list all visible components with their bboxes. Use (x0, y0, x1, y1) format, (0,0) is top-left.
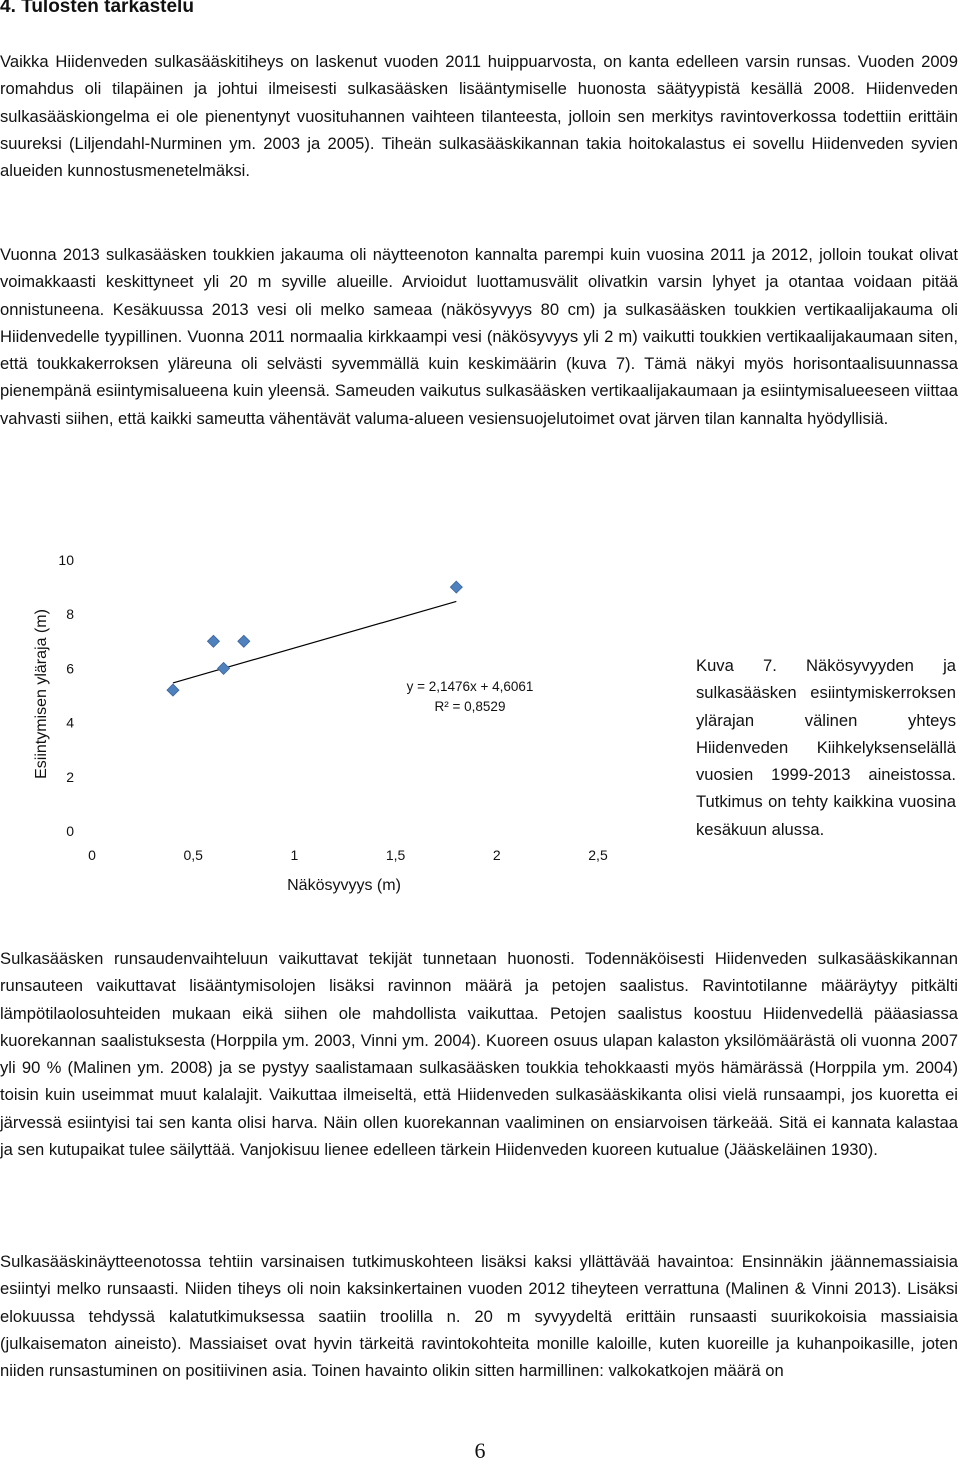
x-tick-label: 2,5 (588, 847, 608, 863)
regression-equation: y = 2,1476x + 4,6061 (406, 679, 534, 694)
paragraph-2: Vuonna 2013 sulkasääsken toukkien jakauma oli näytteenoton kannalta parempi kuin vuosina 2011 ja 2012, jolloin toukat olivat voimakkaasti keskittyneet yli 20 m syville alueille. Arvioidut luottamusvälit olivatkin varsin lyhyet ja otantaa voidaan pitää onnistuneena. Kesäkuussa 2013 vesi oli melko sameaa (näkösyvyys 80 cm) ja sulkasääsken toukkien vertikaalijakauma oli Hiidenvedelle tyypillinen. Vuonna 2011 normaalia kirkkaampi vesi (näkösyvyys yli 2 m) vaikutti toukkien vertikaalijakaumaan siten, että toukkakerroksen yläreuna oli selvästi syvemmällä kuin keskimäärin (kuva 7). Tämä näkyi myös horisontaalisuunnassa pienempänä esiintymisalueena kuin yleensä. Sameuden vaikutus sulkasääsken vertikaalijakaumaan ja esiintymisalueeseen viittaa vahvasti siihen, että kaikki sameutta vähentävät valuma-alueen vesiensuojelutoimet ovat järven tilan kannalta hyödyllisiä. (0, 245, 958, 428)
paragraph-3: Sulkasääsken runsaudenvaihteluun vaikuttavat tekijät tunnetaan huonosti. Todennäköisesti Hiidenveden sulkasääskikannan runsauteen vaikuttavat lisääntymisolojen lisäksi ravinnon määrä ja petojen saalistus. Ravintotilanne määräytyy pitkälti lämpötilaolosuhteiden mukaan eikä siihen ole mahdollista vaikuttaa. Petojen saalistus koostuu Hiidenvedellä pääasiassa kuorekannan saalistuksesta (Horppila ym. 2003, Vinni ym. 2004). Kuoreen osuus ulapan kalaston yksilömäärästä oli vuonna 2007 yli 90 % (Malinen ym. 2008) ja se pystyy saalistamaan sulkasääsken toukkia tehokkaasti myös hämärässä (Horppila ym. 2004) toisin kuin useimmat muut kalalajit. Vaikuttaa ilmeiseltä, että Hiidenveden sulkasääskikanta olisi vielä runsaampi, jos kuoretta ei järvessä esiintyisi tai sen kanta olisi harva. Näin ollen kuorekannan vaaliminen on ensiarvoisen tärkeää. Sitä ei kannata kalastaa ja sen kutupaikat tulee säilyttää. Vanjokisuu lienee edelleen tärkein Hiidenveden kuoreen kutualue (Jääskeläinen 1930). (0, 949, 958, 1160)
data-point (238, 635, 250, 647)
section-heading: 4. Tulosten tarkastelu (0, 0, 194, 17)
y-tick-label: 10 (58, 552, 74, 568)
y-axis-title: Esiintymisen yläraja (m) (33, 609, 50, 779)
paragraph-4: Sulkasääskinäytteenotossa tehtiin varsinaisen tutkimuskohteen lisäksi kaksi yllättävää havaintoa: Ensinnäkin jäännemassiaisia esiintyi melko runsaasti. Niiden tiheys oli noin kaksinkertainen vuoden 2012 tiheyteen verrattuna (Malinen & Vinni 2013). Lisäksi elokuussa tehdyssä kalatutkimuksessa saatiin troolilla n. 20 m syvyydeltä erittäin runsaasti suurikokoisia massiaisia (julkaisematon aineisto). Massiaiset ovat hyvin tärkeitä ravintokohteita monille kaloille, kuten kuoreille ja kuhanpoikasille, joten niiden runsastuminen on positiivinen asia. Toinen havainto olikin sitten harmillinen: valkokatkojen määrä on (0, 1252, 958, 1381)
x-tick-label: 0,5 (183, 847, 203, 863)
figure-caption: Kuva 7. Näkösyvyyden ja sulkasääsken esiintymiskerroksen ylärajan välinen yhteys Hiidenveden Kiihkelyksenselällä vuosien 1999-2013 aineistossa. Tutkimus on tehty kaikkina vuosina kesäkuun alussa. (696, 656, 956, 839)
x-tick-label: 2 (492, 847, 501, 863)
data-point (207, 635, 219, 647)
data-point (218, 662, 230, 674)
data-point (450, 581, 462, 593)
x-axis-title: Näkösyvyys (m) (287, 877, 401, 894)
x-tick-label: 1,5 (385, 847, 406, 863)
x-tick-label: 0 (88, 847, 96, 863)
page-number: 6 (474, 1438, 486, 1463)
x-tick-label: 1 (290, 847, 299, 863)
data-point (167, 684, 179, 696)
y-tick-label: 0 (66, 823, 74, 839)
y-tick-label: 6 (66, 660, 74, 677)
y-tick-label: 8 (66, 606, 74, 623)
scatter-chart (0, 540, 680, 900)
y-tick-label: 4 (66, 714, 74, 731)
y-tick-label: 2 (66, 768, 74, 785)
r-squared-label: R² = 0,8529 (434, 699, 506, 714)
paragraph-1: Vaikka Hiidenveden sulkasääskitiheys on laskenut vuoden 2011 huippuarvosta, on kanta edelleen varsin runsas. Vuoden 2009 romahdus oli tilapäinen ja johtui ilmeisesti sulkasääsken lisääntymiselle huonosta säätyypistä kesällä 2008. Hiidenveden sulkasääskiongelma ei ole pienentynyt vuosituhannen vaihteen tilanteesta, jolloin sen merkitys ravintoverkossa todettiin erittäin suureksi (Liljendahl-Nurminen ym. 2003 ja 2005). Tiheän sulkasääskikannan takia hoitokalastus ei sovellu Hiidenveden syvien alueiden kunnostusmenetelmäksi. (0, 52, 958, 181)
